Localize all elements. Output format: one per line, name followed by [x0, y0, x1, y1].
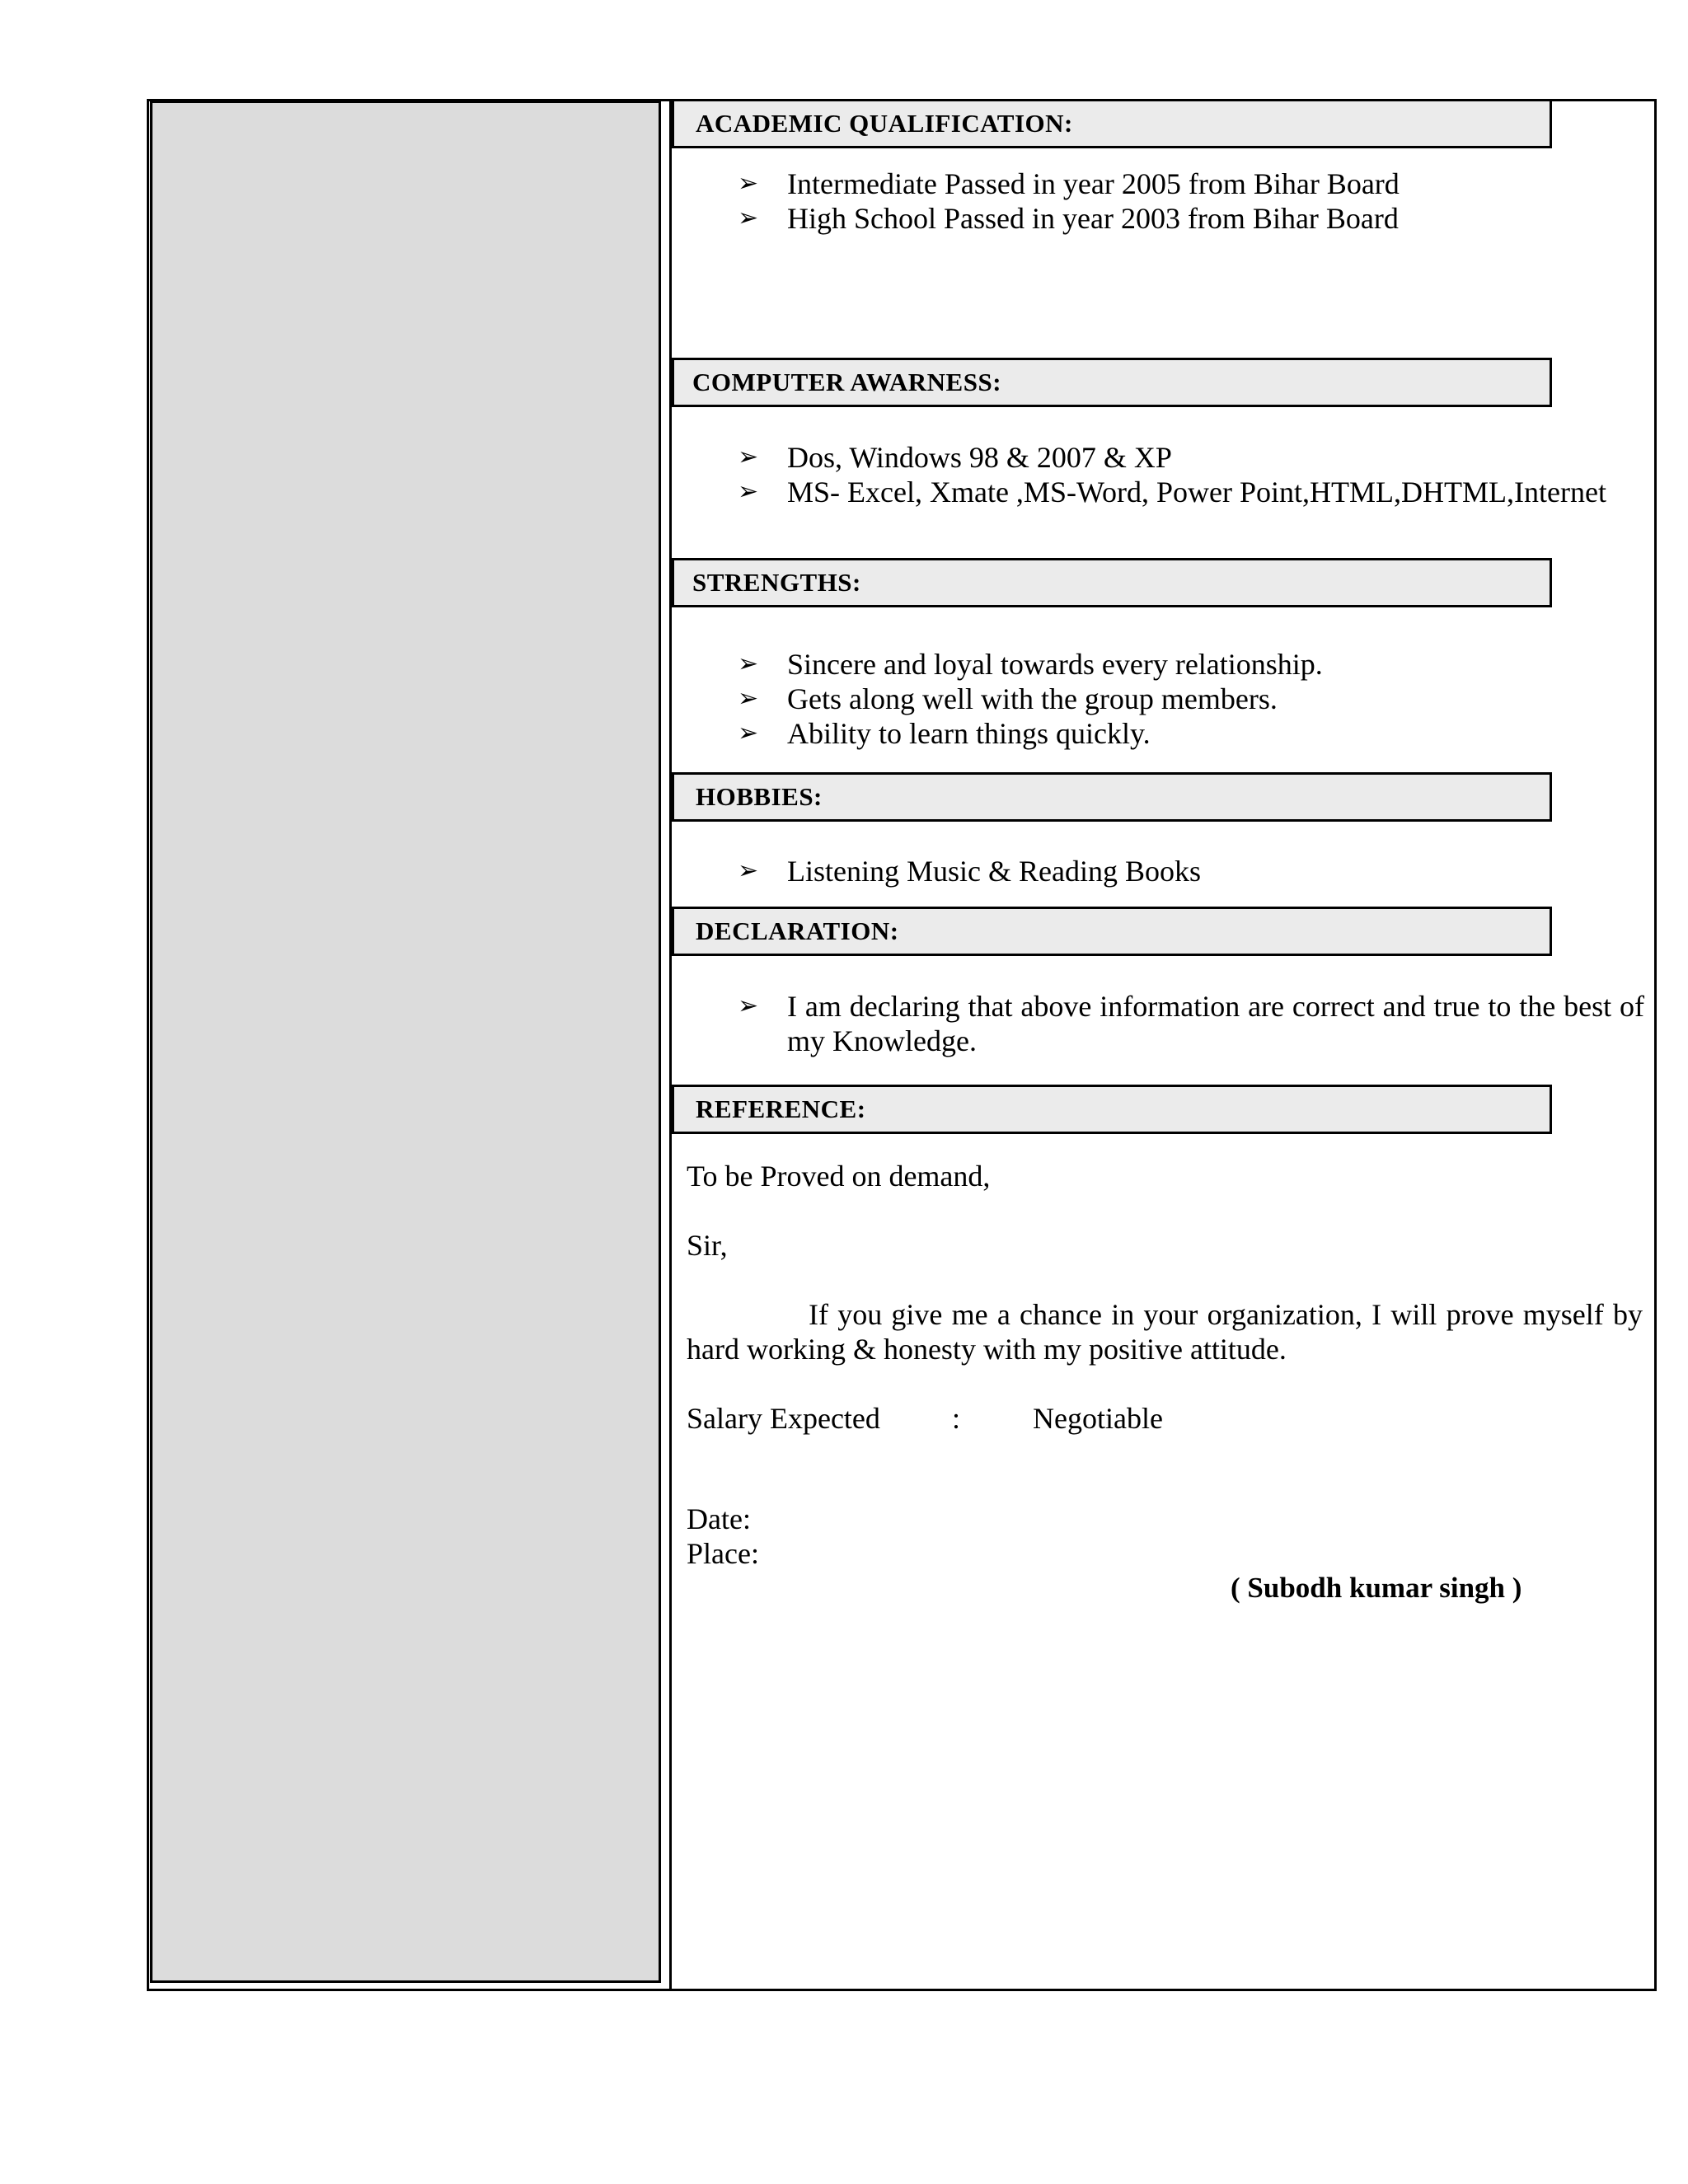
declaration-list — [738, 989, 1644, 1058]
reference-text: To be Proved on demand, — [687, 1160, 991, 1193]
list-item: ➢ Intermediate Passed in year 2005 from Bihar Board — [738, 167, 1400, 200]
computer-heading: COMPUTER AWARNESS: — [672, 358, 1552, 407]
left-sidebar-panel — [150, 101, 661, 1983]
reference-heading: REFERENCE: — [672, 1085, 1552, 1134]
academic-heading: ACADEMIC QUALIFICATION: — [672, 99, 1552, 148]
computer-list — [738, 440, 1606, 509]
strengths-list — [738, 647, 1323, 751]
arrow-bullet-icon: ➢ — [738, 169, 759, 198]
arrow-bullet-icon: ➢ — [738, 204, 759, 232]
signature: ( Subodh kumar singh ) — [1231, 1572, 1522, 1604]
list-item: ➢ High School Passed in year 2003 from Bihar Board — [738, 202, 1399, 235]
right-column — [672, 99, 1654, 1986]
list-item: ➢ Sincere and loyal towards every relationship. — [738, 648, 1323, 681]
list-item: ➢ MS- Excel, Xmate ,MS-Word, Power Point,HTML,DHTML,Internet — [738, 476, 1606, 509]
arrow-bullet-icon: ➢ — [738, 856, 759, 885]
salary-colon: : — [952, 1402, 961, 1435]
list-item: ➢ Listening Music & Reading Books — [738, 855, 1201, 888]
academic-list — [738, 166, 1400, 236]
salary-value: Negotiable — [1033, 1402, 1163, 1435]
salary-label: Salary Expected — [687, 1402, 880, 1435]
hobbies-list — [738, 854, 1201, 888]
list-item: ➢ Ability to learn things quickly. — [738, 717, 1151, 750]
declaration-heading: DECLARATION: — [672, 907, 1552, 956]
letter-body: If you give me a chance in your organization, I will prove myself by hard working & honesty with my positive attitude. — [687, 1298, 1643, 1366]
hobbies-heading: HOBBIES: — [672, 772, 1552, 822]
list-item: ➢ Gets along well with the group members. — [738, 682, 1278, 715]
arrow-bullet-icon: ➢ — [738, 684, 759, 713]
list-item: ➢ Dos, Windows 98 & 2007 & XP — [738, 441, 1172, 474]
arrow-bullet-icon: ➢ — [738, 719, 759, 748]
strengths-heading: STRENGTHS: — [672, 558, 1552, 607]
arrow-bullet-icon: ➢ — [738, 649, 759, 678]
arrow-bullet-icon: ➢ — [738, 991, 759, 1020]
salutation: Sir, — [687, 1229, 728, 1262]
arrow-bullet-icon: ➢ — [738, 477, 759, 506]
arrow-bullet-icon: ➢ — [738, 443, 759, 471]
date-label: Date: — [687, 1502, 751, 1535]
list-item: ➢ I am declaring that above information are correct and true to the best of my Knowledge. — [738, 990, 1644, 1057]
place-label: Place: — [687, 1537, 759, 1570]
